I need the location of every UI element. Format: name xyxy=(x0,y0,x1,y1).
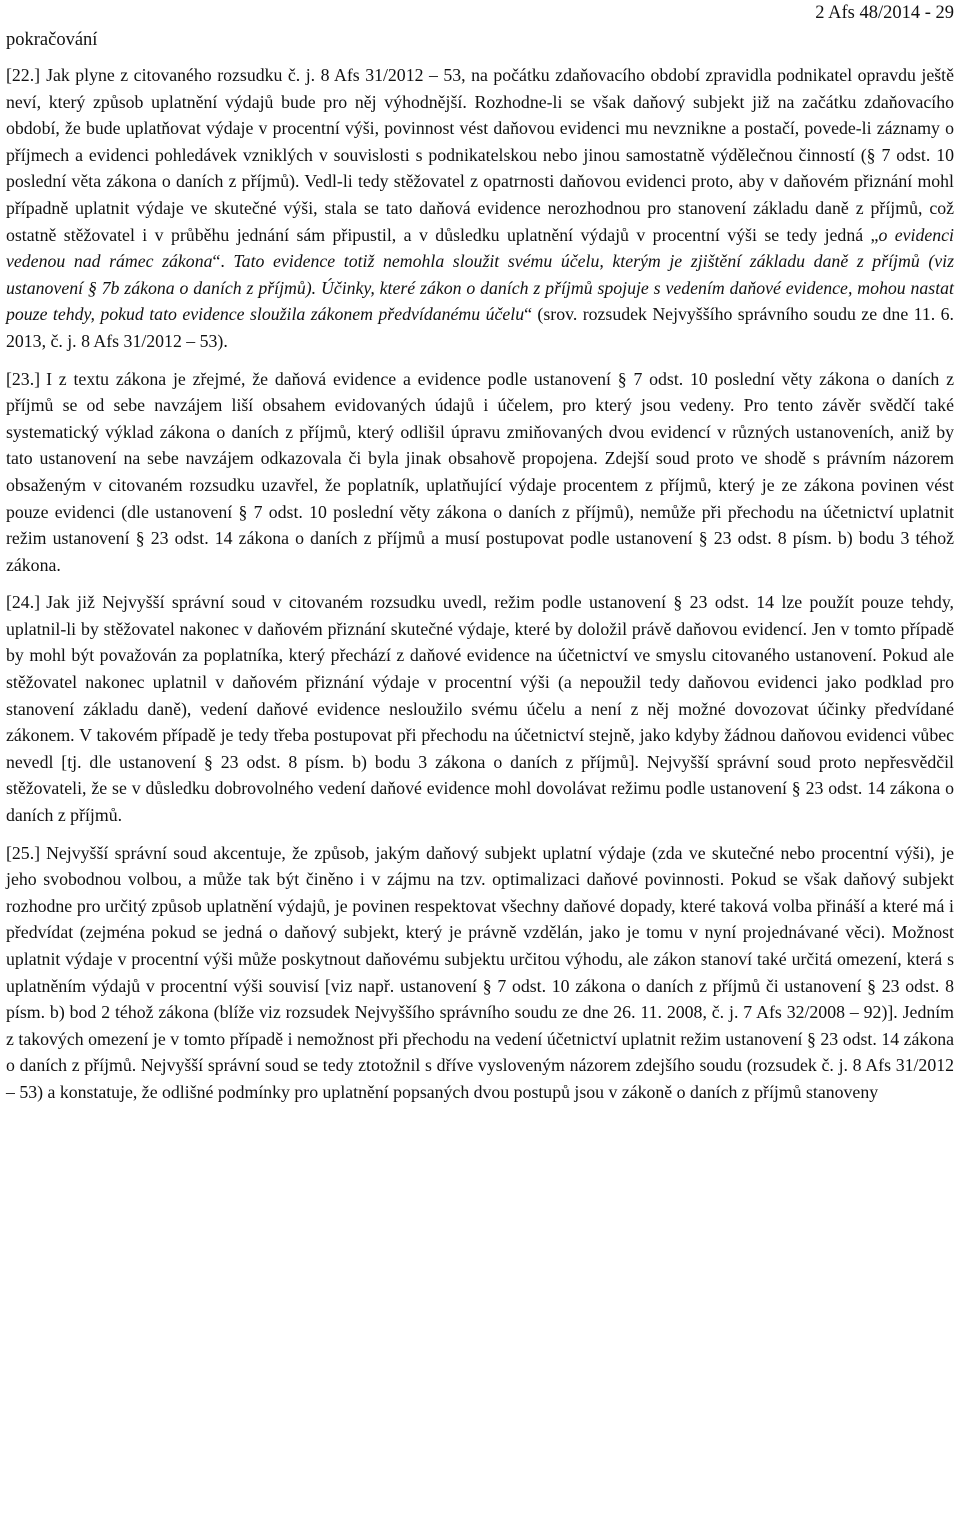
paragraph-24 xyxy=(6,589,954,828)
paragraph-25 xyxy=(6,840,954,1106)
paragraph-23 xyxy=(6,366,954,579)
paragraph-text: “. xyxy=(212,251,234,272)
paragraph-22 xyxy=(6,62,954,355)
paragraph-text: “ (srov. rozsudek Nejvyššího správního soudu ze dne 11. 6. 2013, č. j. 8 Afs 31/2012 – 53). xyxy=(6,304,954,351)
paragraph-quote: Tato evidence totiž nemohla sloužit svému účelu, kterým je zjištění základu daně z příjmů (viz ustanovení § 7b zákona o daních z příjmů). Účinky, které zákon o daních z příjmů spojuje s vedením daňové evidence, mohou nastat pouze tehdy, pokud tato evidence sloužila zákonem předvídanému účelu xyxy=(6,251,954,325)
paragraph-text: Jak plyne z citovaného rozsudku č. j. 8 Afs 31/2012 – 53, na počátku zdaňovacího období zpravidla podnikatel opravdu ještě neví, který způsob uplatnění výdajů bude pro něj výhodnější. Rozhodne-li se však daňový subjekt již na začátku zdaňovacího období, že bude uplatňovat výdaje v procentní výši, povinnost vést daňovou evidenci mu nevznikne a postačí, povede-li záznamy o příjmech a evidenci pohledávek vzniklých v souvislosti s podnikatelskou nebo jinou samostatně výdělečnou činností (§ 7 odst. 10 poslední věta zákona o daních z příjmů). Vedl-li tedy stěžovatel z opatrnosti daňovou evidenci proto, aby v daňovém přiznání mohl případně uplatnit výdaje ve skutečné výši, stala se tato daňová evidence nerozhodnou pro stanovení základu daně z příjmů, což ostatně stěžovatel i v průběhu jednání sám připustil, a v důsledku uplatnění výdajů v procentní výši se tedy jedná „ xyxy=(6,65,954,245)
continuation-label: pokračování xyxy=(6,30,98,50)
paragraph-text: Nejvyšší správní soud akcentuje, že způsob, jakým daňový subjekt uplatní výdaje (zda ve skutečné nebo procentní výši), je jeho svobodnou volbou, a může tak být činěno i v zájmu na tzv. optimalizaci daňové povinnosti. Pokud se však daňový subjekt rozhodne pro určitý způsob uplatnění výdajů, je povinen respektovat všechny daňové dopady, které taková volba přináší a které má i předvídat (zejména pokud se jedná o daňový subjekt, který je právně vzdělán, jako je tomu v nyní projednávané věci). Možnost uplatnit výdaje v procentní výši může poskytnout daňovému subjektu určitou výhodu, ale zákon stanoví také určitá omezení, která s uplatněním výdajů v procentní výši souvisí [viz např. ustanovení § 7 odst. 10 zákona o daních z příjmů či ustanovení § 23 odst. 8 písm. b) bod 2 téhož zákona (blíže viz rozsudek Nejvyššího správního soudu ze dne 26. 11. 2008, č. j. 7 Afs 32/2008 – 92)]. Jedním z takových omezení je v tomto případě i nemožnost při přechodu na vedení účetnictví uplatnit režim ustanovení § 23 odst. 14 zákona o daních z příjmů. Nejvyšší správní soud se tedy ztotožnil s dříve vysloveným názorem zdejšího soudu (rozsudek č. j. 8 Afs 31/2012 – 53) a konstatuje, že odlišné podmínky pro uplatnění popsaných dvou postupů jsou v zákoně o daních z příjmů stanoveny xyxy=(6,842,954,1102)
paragraph-number: [25.] xyxy=(6,842,41,863)
paragraph-number: [24.] xyxy=(6,592,41,613)
paragraph-text: Jak již Nejvyšší správní soud v citovaném rozsudku uvedl, režim podle ustanovení § 23 odst. 14 lze použít pouze tehdy, uplatnil-li by stěžovatel nakonec v daňovém přiznání skutečné výdaje, které by doložil právě daňovou evidencí. Jen v tomto případě by mohl být považován za poplatníka, který přechází z daňové evidence na účetnictví ve smyslu citovaného ustanovení. Pokud ale stěžovatel nakonec uplatnil v daňovém přiznání výdaje v procentní výši (a nepoužil tedy daňovou evidenci jako podklad pro stanovení základu daně), vedení daňové evidence nesloužilo svému účelu a není z něj možné dovozovat účinky předvídané zákonem. V takovém případě je tedy třeba postupovat při přechodu na účetnictví stejně, jako kdyby žádnou daňovou evidenci vůbec nevedl [tj. dle ustanovení § 23 odst. 8 písm. b) bodu 3 zákona o daních z příjmů]. Nejvyšší správní soud proto nepřesvědčil stěžovateli, že se v důsledku dobrovolného vedení daňové evidence mohl dovolávat režimu podle ustanovení § 23 odst. 14 zákona o daních z příjmů. xyxy=(6,592,954,826)
paragraph-quote: o evidenci vedenou nad rámec zákona xyxy=(6,224,954,272)
paragraph-text: I z textu zákona je zřejmé, že daňová evidence a evidence podle ustanovení § 7 odst. 10 poslední věty zákona o daních z příjmů se od sebe navzájem liší obsahem evidovaných údajů i účelem, pro který jsou vedeny. Pro tento závěr svědčí také systematický výklad zákona o daních z příjmů, který odlišil úpravu zmiňovaných dvou evidencí v různých ustanoveních, aniž by tato ustanovení na sebe navzájem odkazovala či byla jinak obsahově propojena. Zdejší soud proto ve shodě s právním názorem obsaženým v citovaném rozsudku uzavřel, že poplatník, uplatňující výdaje procentem z příjmů, který je ze zákona povinen vést pouze evidenci (dle ustanovení § 7 odst. 10 poslední věty zákona o daních z příjmů), nemůže při přechodu na účetnictví uplatnit režim ustanovení § 23 odst. 14 zákona o daních z příjmů a musí postupovat podle ustanovení § 23 odst. 8 písm. b) bodu 3 téhož zákona. xyxy=(6,368,954,575)
page-header xyxy=(6,0,954,62)
case-reference: 2 Afs 48/2014 - 29 xyxy=(815,3,954,23)
paragraph-number: [22.] xyxy=(6,65,41,85)
document-page xyxy=(6,0,954,1117)
paragraph-number: [23.] xyxy=(6,368,41,389)
